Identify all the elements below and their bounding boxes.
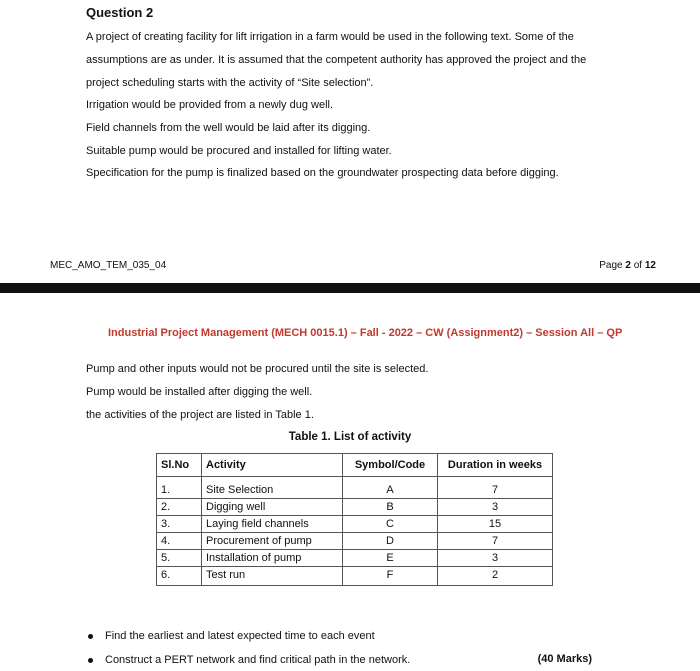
question-title: Question 2 bbox=[86, 5, 154, 20]
header-symbol: Symbol/Code bbox=[343, 454, 438, 477]
table-title: Table 1. List of activity bbox=[288, 431, 412, 443]
paragraph-line: assumptions are as under. It is assumed that the competent authority has approved the project and the bbox=[86, 54, 587, 66]
cell-duration: 3 bbox=[438, 550, 553, 567]
page-total: 12 bbox=[644, 260, 656, 271]
cell-activity: Site Selection bbox=[202, 477, 343, 499]
page-num: 2 bbox=[625, 260, 631, 271]
cell-symbol: E bbox=[343, 550, 438, 567]
course-header: Industrial Project Management (MECH 0015.1) – Fall - 2022 – CW (Assignment2) – Session All – QP bbox=[108, 327, 623, 339]
statement-line: Suitable pump would be procured and installed for lifting water. bbox=[86, 145, 392, 157]
cell-duration: 3 bbox=[438, 499, 553, 516]
cell-duration: 7 bbox=[438, 477, 553, 499]
header-activity: Activity bbox=[202, 454, 343, 477]
cell-slno: 6. bbox=[157, 567, 202, 586]
bullet-text: Find the earliest and latest expected time to each event bbox=[105, 630, 375, 642]
activity-table bbox=[156, 453, 553, 586]
page-number bbox=[599, 260, 656, 271]
statement-line: Pump and other inputs would not be procured until the site is selected. bbox=[86, 363, 429, 375]
bullet-item bbox=[88, 630, 375, 642]
cell-slno: 4. bbox=[157, 533, 202, 550]
cell-symbol: F bbox=[343, 567, 438, 586]
statement-line: Specification for the pump is finalized based on the groundwater prospecting data before digging. bbox=[86, 167, 559, 179]
cell-slno: 2. bbox=[157, 499, 202, 516]
bullet-dot-icon bbox=[88, 634, 93, 639]
marks-label: (40 Marks) bbox=[537, 653, 592, 665]
cell-duration: 2 bbox=[438, 567, 553, 586]
bullet-dot-icon bbox=[88, 658, 93, 663]
doc-code: MEC_AMO_TEM_035_04 bbox=[50, 260, 167, 271]
statement-line: Field channels from the well would be laid after its digging. bbox=[86, 122, 371, 134]
paragraph-line: A project of creating facility for lift irrigation in a farm would be used in the following text. Some of the bbox=[86, 31, 574, 43]
bullet-item bbox=[88, 654, 410, 666]
bullet-text: Construct a PERT network and find critical path in the network. bbox=[105, 654, 411, 666]
cell-slno: 3. bbox=[157, 516, 202, 533]
cell-slno: 1. bbox=[157, 477, 202, 499]
cell-activity: Test run bbox=[202, 567, 343, 586]
table-row bbox=[157, 499, 553, 516]
statement-line: Irrigation would be provided from a newly dug well. bbox=[86, 99, 334, 111]
table-row bbox=[157, 477, 553, 499]
cell-activity: Procurement of pump bbox=[202, 533, 343, 550]
table-header-row bbox=[157, 454, 553, 477]
page-of: of bbox=[630, 260, 645, 271]
table-row bbox=[157, 533, 553, 550]
cell-symbol: A bbox=[343, 477, 438, 499]
cell-symbol: C bbox=[343, 516, 438, 533]
cell-symbol: D bbox=[343, 533, 438, 550]
cell-symbol: B bbox=[343, 499, 438, 516]
page-1 bbox=[0, 0, 700, 283]
page-2 bbox=[0, 293, 700, 671]
statement-line: Pump would be installed after digging the well. bbox=[86, 386, 313, 398]
table-row bbox=[157, 516, 553, 533]
cell-duration: 15 bbox=[438, 516, 553, 533]
cell-activity: Laying field channels bbox=[202, 516, 343, 533]
page-separator bbox=[0, 283, 700, 293]
header-duration: Duration in weeks bbox=[438, 454, 553, 477]
table-row bbox=[157, 567, 553, 586]
cell-duration: 7 bbox=[438, 533, 553, 550]
cell-activity: Installation of pump bbox=[202, 550, 343, 567]
table-row bbox=[157, 550, 553, 567]
header-slno: Sl.No bbox=[157, 454, 202, 477]
statement-line: the activities of the project are listed in Table 1. bbox=[86, 409, 314, 421]
page-prefix: Page bbox=[599, 260, 626, 271]
cell-slno: 5. bbox=[157, 550, 202, 567]
paragraph-line: project scheduling starts with the activity of “Site selection”. bbox=[86, 77, 374, 89]
cell-activity: Digging well bbox=[202, 499, 343, 516]
